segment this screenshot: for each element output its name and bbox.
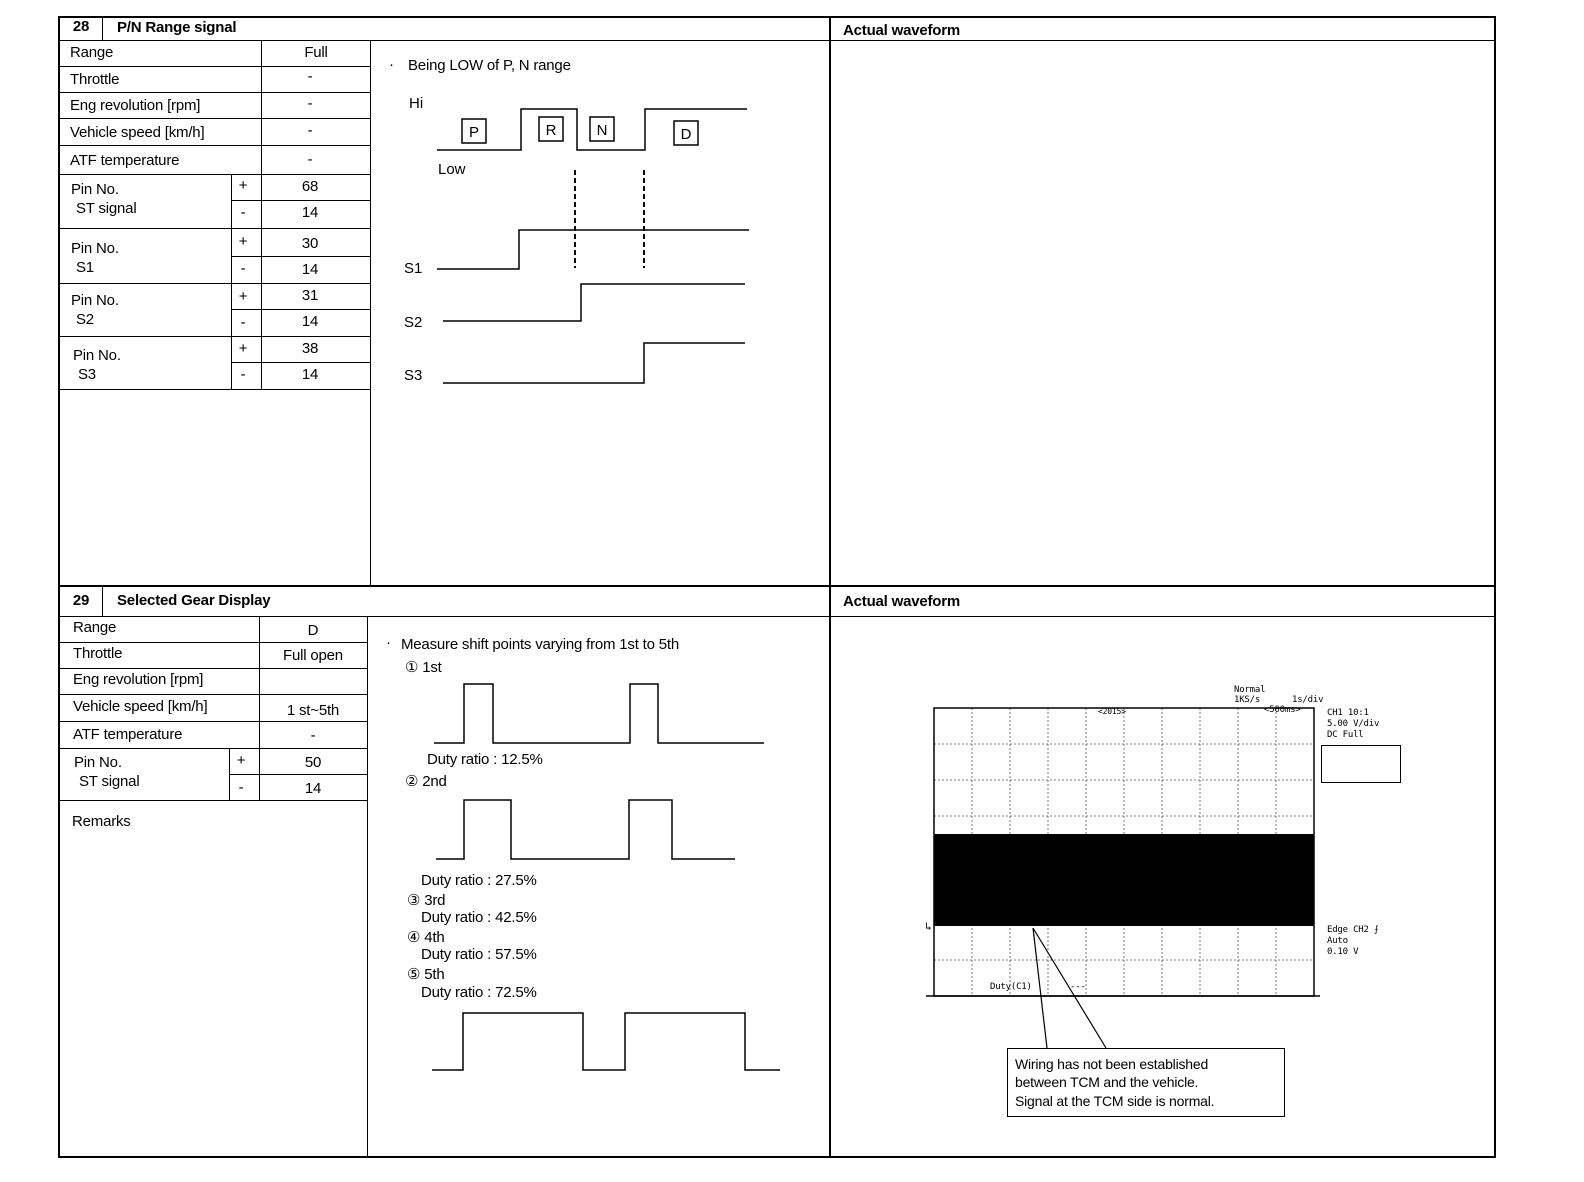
duty-ratio-waveforms [420,675,790,1080]
plus-sign: + [238,177,248,194]
pin-signal-name: ST signal [76,200,137,217]
note-text: Measure shift points varying from 1st to 5th [401,636,679,653]
gear-box-p [462,119,486,143]
scope-duty-label: Duty(C1) [990,982,1032,992]
scope-ch1-scale: 5.00 V/div [1327,719,1380,729]
gear-2nd-label: ② 2nd [405,773,447,790]
scope-ch1-probe: CH1 10:1 [1327,708,1369,718]
pin-plus-value: 68 [301,178,319,195]
remarks-label: Remarks [72,813,131,830]
gear-box-r [539,117,563,141]
row-value-vehicle-speed: - [307,122,313,139]
row-value-throttle: - [307,68,313,85]
s3-waveform [443,343,745,383]
gear-label-d: D [680,126,692,143]
pin-minus-value: 14 [301,366,319,383]
scope-top-label: <2015> [1098,707,1126,716]
pin-minus-value: 14 [304,780,322,797]
svg-text:↳: ↳ [925,920,932,933]
scope-trigger-level: 0.10 V [1327,947,1359,957]
note-bullet: · [386,634,391,651]
s2-waveform [443,284,745,321]
row-value-range: Full [304,44,328,61]
row-value-eng-rev: - [307,95,313,112]
gear-1st-label: ① 1st [405,659,442,676]
pin-minus-value: 14 [301,261,319,278]
callout-leader-lines [1020,920,1150,1055]
row-value-atf: - [307,151,313,168]
actual-waveform-label: Actual waveform [843,22,961,39]
s1-label: S1 [404,260,423,277]
pin-plus-value: 38 [301,340,319,357]
low-label: Low [438,161,466,178]
pin-label: Pin No. [71,240,119,257]
row-label-vehicle-speed: Vehicle speed [km/h] [73,698,208,715]
section-title: P/N Range signal [117,19,237,36]
actual-waveform-label: Actual waveform [843,593,961,610]
waveform-2nd [436,800,735,859]
scope-blank-readout [1321,745,1401,783]
gear-label-n: N [596,122,608,139]
pin-label: Pin No. [73,347,121,364]
section-number: 29 [72,592,90,609]
scope-rate: 1KS/s [1234,695,1261,705]
pin-plus-value: 30 [301,235,319,252]
note-bullet: · [389,56,394,73]
callout-line-2: between TCM and the vehicle. [1015,1074,1199,1090]
minus-sign: - [240,204,246,221]
row-label-range: Range [70,44,114,61]
signal-trace-band [934,834,1314,926]
gear-5th-label: ⑤ 5th [407,966,445,983]
callout-line-3: Signal at the TCM side is normal. [1015,1093,1215,1109]
row-label-throttle: Throttle [73,645,123,662]
s3-label: S3 [404,367,423,384]
row-value-throttle: Full open [283,647,343,664]
note-text: Being LOW of P, N range [408,57,571,74]
plus-sign: + [238,233,248,250]
pin-plus-value: 50 [304,754,322,771]
scope-trigger-source: Edge CH2 ⨍ [1327,925,1379,935]
gear-label-p: P [468,124,480,141]
callout-box [1007,1048,1285,1117]
scope-trigger-mode: Auto [1327,936,1348,946]
pin-minus-value: 14 [301,313,319,330]
pin-minus-value: 14 [301,204,319,221]
gear-label-r: R [545,122,557,139]
pin-label: Pin No. [71,181,119,198]
scope-delay: <500ms> [1264,705,1301,715]
waveform-1st [434,684,764,743]
minus-sign: - [240,366,246,383]
pin-plus-value: 31 [301,287,319,304]
s1-waveform [437,230,749,269]
row-label-eng-rev: Eng revolution [rpm] [73,671,204,688]
oscilloscope-capture [920,680,1420,1000]
row-value-vehicle-speed: 1 st~5th [286,702,340,719]
s2-label: S2 [404,314,423,331]
callout-line-1: Wiring has not been established [1015,1056,1209,1072]
section-title: Selected Gear Display [117,592,271,609]
minus-sign: - [240,314,246,331]
scope-duty-value: --- [1070,982,1086,992]
gear-4th-label: ④ 4th [407,929,445,946]
gear-4th-duty: Duty ratio : 57.5% [421,946,537,963]
row-label-eng-rev: Eng revolution [rpm] [70,97,201,114]
pin-label: Pin No. [71,292,119,309]
section-number: 28 [72,18,90,35]
row-label-atf: ATF temperature [73,726,183,743]
plus-sign: + [236,752,246,769]
row-value-range: D [307,622,319,639]
pin-signal-name: ST signal [79,773,140,790]
row-label-atf: ATF temperature [70,152,180,169]
pin-signal-name: S1 [76,259,94,276]
hi-label: Hi [409,95,424,112]
scope-timebase: 1s/div [1292,695,1324,705]
row-label-range: Range [73,619,117,636]
pin-signal-name: S3 [78,366,96,383]
row-label-throttle: Throttle [70,71,120,88]
plus-sign: + [238,288,248,305]
pn-range-timing-diagram [395,90,765,400]
gear-3rd-label: ③ 3rd [407,892,446,909]
pin-label: Pin No. [74,754,122,771]
minus-sign: - [238,779,244,796]
gear-box-n [590,117,614,141]
gear-box-d [674,121,698,145]
pin-signal-name: S2 [76,311,94,328]
gear-5th-duty: Duty ratio : 72.5% [421,984,537,1001]
plus-sign: + [238,340,248,357]
row-value-atf: - [310,727,316,744]
waveform-5th [432,1013,780,1070]
gear-2nd-duty: Duty ratio : 27.5% [421,872,537,889]
scope-ch1-coupling: DC Full [1327,730,1364,740]
gear-3rd-duty: Duty ratio : 42.5% [421,909,537,926]
row-label-vehicle-speed: Vehicle speed [km/h] [70,124,205,141]
minus-sign: - [240,260,246,277]
scope-mode: Normal [1234,685,1266,695]
gear-1st-duty: Duty ratio : 12.5% [427,751,543,768]
